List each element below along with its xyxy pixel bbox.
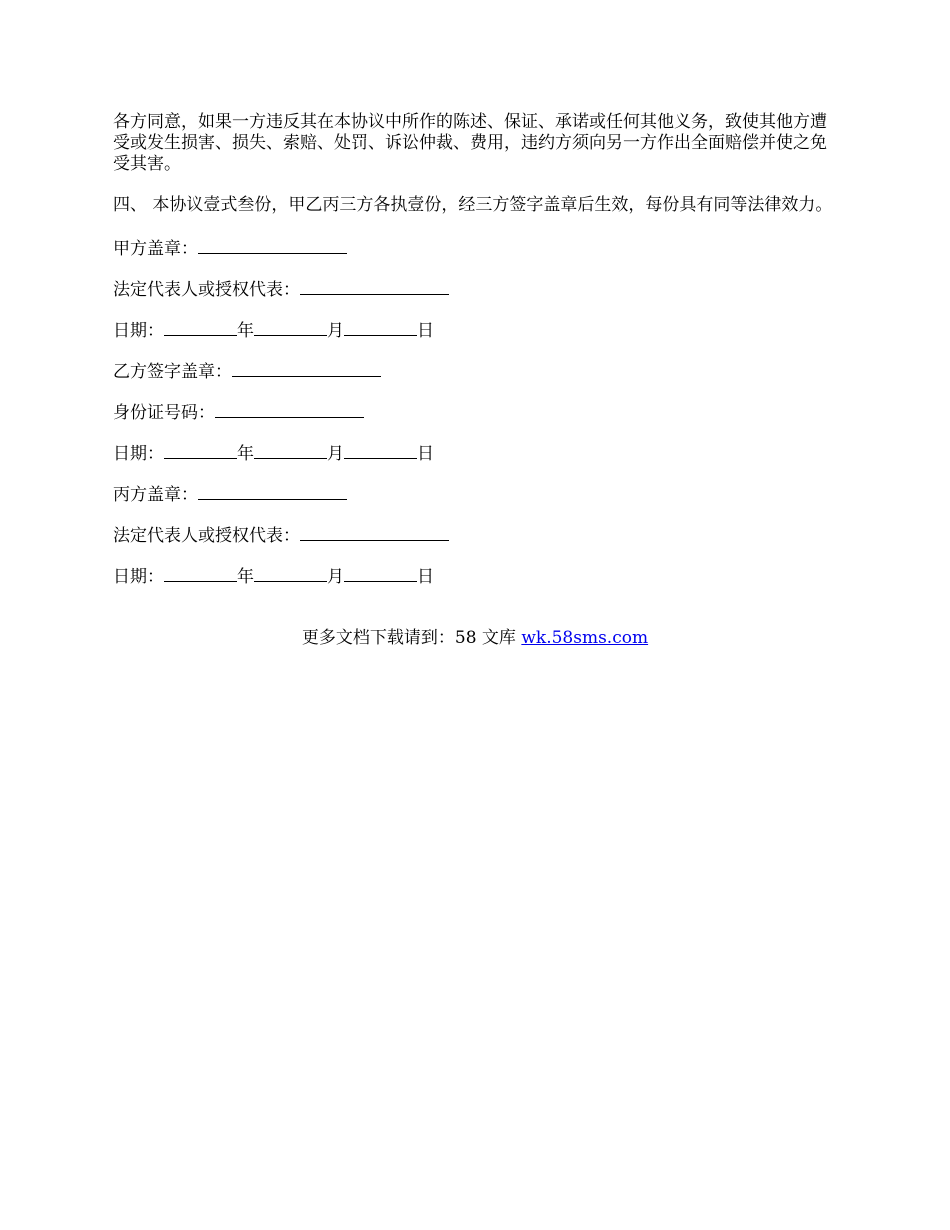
footer-text: 更多文档下载请到：58 文库 bbox=[301, 628, 522, 648]
day-label: 日 bbox=[417, 567, 434, 587]
document-body bbox=[113, 112, 841, 605]
party-a-rep-label: 法定代表人或授权代表： bbox=[113, 280, 300, 300]
year-blank bbox=[164, 564, 237, 582]
year-label: 年 bbox=[237, 321, 254, 341]
month-label: 月 bbox=[327, 444, 344, 464]
date-label: 日期： bbox=[113, 444, 164, 464]
party-a-seal-label: 甲方盖章： bbox=[113, 239, 198, 259]
party-c-rep-label: 法定代表人或授权代表： bbox=[113, 526, 300, 546]
party-b-id-field bbox=[113, 400, 841, 421]
party-b-sign-blank bbox=[232, 359, 381, 377]
day-label: 日 bbox=[417, 321, 434, 341]
day-blank bbox=[344, 318, 417, 336]
footer-link[interactable]: wk.58sms.com bbox=[521, 628, 649, 648]
party-b-sign-field bbox=[113, 359, 841, 380]
party-c-rep-field bbox=[113, 523, 841, 544]
party-c-seal-field bbox=[113, 482, 841, 503]
day-blank bbox=[344, 564, 417, 582]
effect-clause: 四、 本协议壹式叁份，甲乙丙三方各执壹份，经三方签字盖章后生效，每份具有同等法律效力。 bbox=[113, 195, 833, 215]
year-label: 年 bbox=[237, 444, 254, 464]
year-blank bbox=[164, 441, 237, 459]
indemnity-clause: 各方同意，如果一方违反其在本协议中所作的陈述、保证、承诺或任何其他义务，致使其他方遭受或发生损害、损失、索赔、处罚、诉讼仲裁、费用，违约方须向另一方作出全面赔偿并使之免受其害。 bbox=[113, 112, 827, 174]
party-a-seal-blank bbox=[198, 236, 347, 254]
party-a-rep-field bbox=[113, 277, 841, 298]
month-blank bbox=[254, 441, 327, 459]
day-blank bbox=[344, 441, 417, 459]
party-b-id-blank bbox=[215, 400, 364, 418]
party-c-seal-blank bbox=[198, 482, 347, 500]
party-c-seal-label: 丙方盖章： bbox=[113, 485, 198, 505]
year-blank bbox=[164, 318, 237, 336]
party-a-date-field bbox=[113, 318, 841, 339]
month-blank bbox=[254, 318, 327, 336]
year-label: 年 bbox=[237, 567, 254, 587]
month-label: 月 bbox=[327, 567, 344, 587]
party-b-sign-label: 乙方签字盖章： bbox=[113, 362, 232, 382]
day-label: 日 bbox=[417, 444, 434, 464]
footer bbox=[0, 628, 950, 649]
party-c-date-field bbox=[113, 564, 841, 585]
month-label: 月 bbox=[327, 321, 344, 341]
party-a-rep-blank bbox=[300, 277, 449, 295]
party-a-seal-field bbox=[113, 236, 841, 257]
month-blank bbox=[254, 564, 327, 582]
party-b-id-label: 身份证号码： bbox=[113, 403, 215, 423]
date-label: 日期： bbox=[113, 321, 164, 341]
party-c-rep-blank bbox=[300, 523, 449, 541]
date-label: 日期： bbox=[113, 567, 164, 587]
party-b-date-field bbox=[113, 441, 841, 462]
